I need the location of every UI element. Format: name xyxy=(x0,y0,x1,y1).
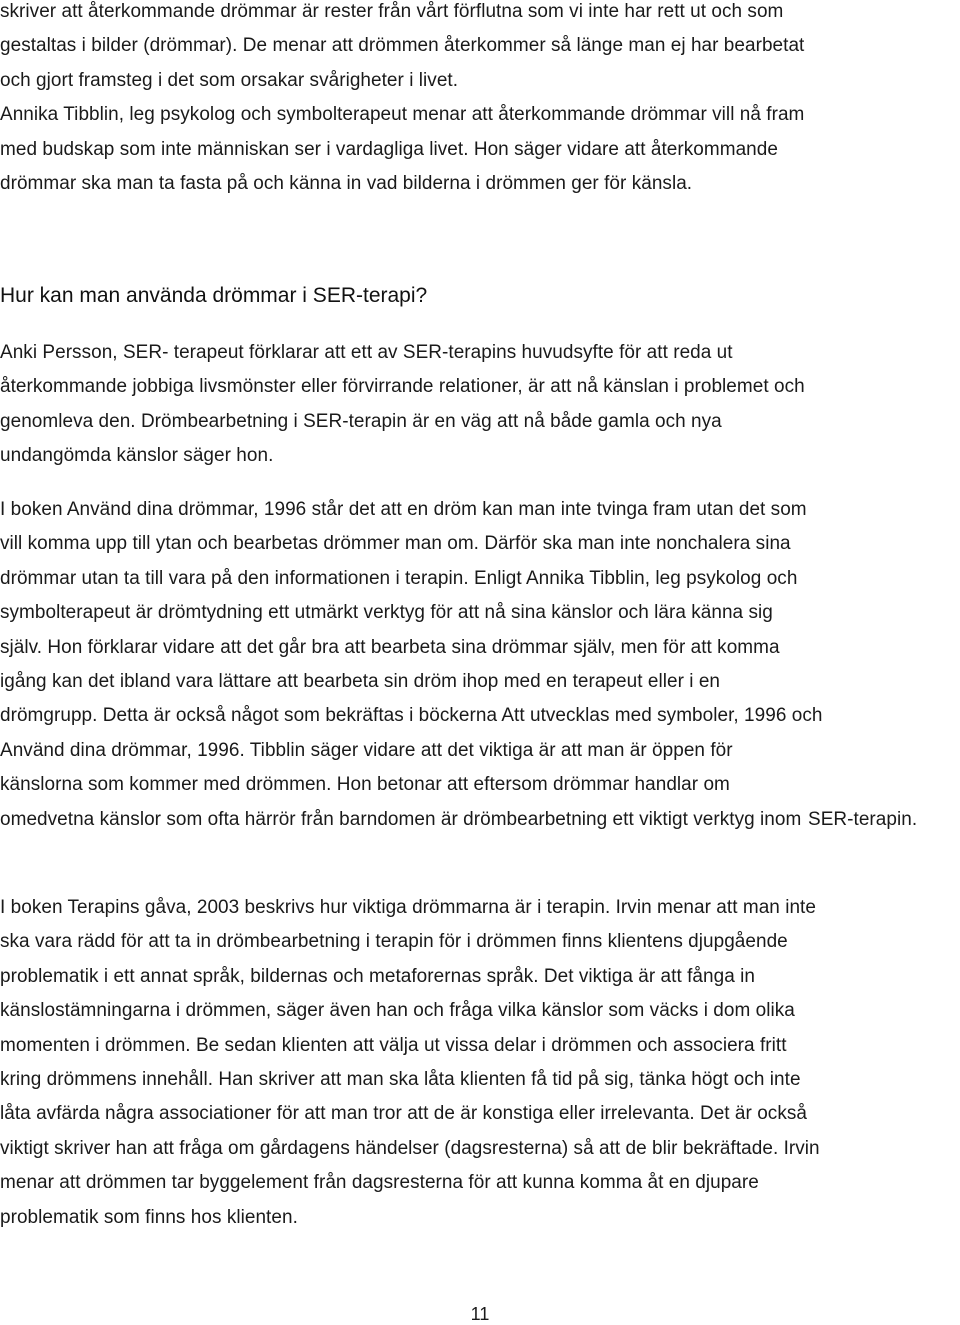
text-line: igång kan det ibland vara lättare att bearbeta sin dröm ihop med en terapeut eller i en xyxy=(0,671,721,693)
text-line: drömgrupp. Detta är också något som bekräftas i böckerna Att utvecklas med symboler, 1996 och xyxy=(0,705,823,727)
text-line: viktigt skriver han att fråga om gårdagens händelser (dagsresterna) så att de blir bekräftade. Irvin xyxy=(0,1137,820,1159)
text-line: med budskap som inte människan ser i vardagliga livet. Hon säger vidare att återkommande xyxy=(0,138,778,160)
text-line: I boken Terapins gåva, 2003 beskrivs hur viktiga drömmarna är i terapin. Irvin menar att man inte xyxy=(0,897,816,918)
text-line: omedvetna känslor som ofta härrör från barndomen är drömbearbetning ett viktigt verktyg inom xyxy=(0,808,802,830)
text-line: Annika Tibblin, leg psykolog och symbolterapeut menar att återkommande drömmar vill nå fram xyxy=(0,104,805,126)
paragraph-use-your-dreams xyxy=(0,493,960,837)
text-line: själv. Hon förklarar vidare att det går bra att bearbeta sina drömmar själv, men för att komma xyxy=(0,636,780,658)
paragraph-ser-therapy xyxy=(0,336,960,474)
text-line: låta avfärda några associationer för att man tror att de är konstiga eller irrelevanta. Det är också xyxy=(0,1103,808,1125)
text-line: I boken Använd dina drömmar, 1996 står det att en dröm kan man inte tvinga fram utan det som xyxy=(0,499,807,520)
text-line: skriver att återkommande drömmar är rester från vårt förflutna som vi inte har rett ut och som xyxy=(0,1,784,22)
text-line: och gjort framsteg i det som orsakar svårigheter i livet. xyxy=(0,69,459,91)
text-line: problematik i ett annat språk, bildernas och metaforernas språk. Det viktiga är att fånga in xyxy=(0,965,755,987)
text-line: menar att drömmen tar byggelement från dagsresterna för att kunna komma åt en djupare xyxy=(0,1172,759,1194)
paragraph-recurring-dreams xyxy=(0,0,960,201)
text-line: undangömda känslor säger hon. xyxy=(0,445,274,467)
text-line: känslostämningarna i drömmen, säger även han och fråga vilka känslor som väcks i dom olika xyxy=(0,1000,795,1022)
text-line: ska vara rädd för att ta in drömbearbetning i terapin för i drömmen finns klientens djupgående xyxy=(0,931,788,953)
text-line: genomleva den. Drömbearbetning i SER-terapin är en väg att nå både gamla och nya xyxy=(0,410,722,432)
text-line: känslorna som kommer med drömmen. Hon betonar att eftersom drömmar handlar om xyxy=(0,774,730,796)
text-line: problematik som finns hos klienten. xyxy=(0,1206,298,1228)
paragraph-gift-of-therapy xyxy=(0,891,960,1235)
text-line: kring drömmens innehåll. Han skriver att man ska låta klienten få tid på sig, tänka högt och inte xyxy=(0,1069,801,1091)
text-line: gestaltas i bilder (drömmar). De menar att drömmen återkommer så länge man ej har bearbetat xyxy=(0,35,805,57)
text-line: SER-terapin. xyxy=(808,808,918,830)
text-line: Använd dina drömmar, 1996. Tibblin säger vidare att det viktiga är att man är öppen för xyxy=(0,739,733,761)
text-line: symbolterapeut är drömtydning ett utmärkt verktyg för att nå sina känslor och lära känna sig xyxy=(0,602,773,624)
text-line: Anki Persson, SER- terapeut förklarar att ett av SER-terapins huvudsyfte för att reda ut xyxy=(0,342,733,363)
page-number: 11 xyxy=(470,1304,490,1324)
text-line: drömmar utan ta till vara på den informationen i terapin. Enligt Annika Tibblin, leg psykolog och xyxy=(0,567,798,589)
section-heading: Hur kan man använda drömmar i SER-terapi? xyxy=(0,284,428,307)
text-line: drömmar ska man ta fasta på och känna in vad bilderna i drömmen ger för känsla. xyxy=(0,173,693,195)
text-line: momenten i drömmen. Be sedan klienten att välja ut vissa delar i drömmen och associera fritt xyxy=(0,1034,787,1056)
text-line: återkommande jobbiga livsmönster eller förvirrande relationer, är att nå känslan i problemet och xyxy=(0,376,805,398)
text-line: vill komma upp till ytan och bearbetas drömmer man om. Därför ska man inte nonchalera sina xyxy=(0,533,791,555)
